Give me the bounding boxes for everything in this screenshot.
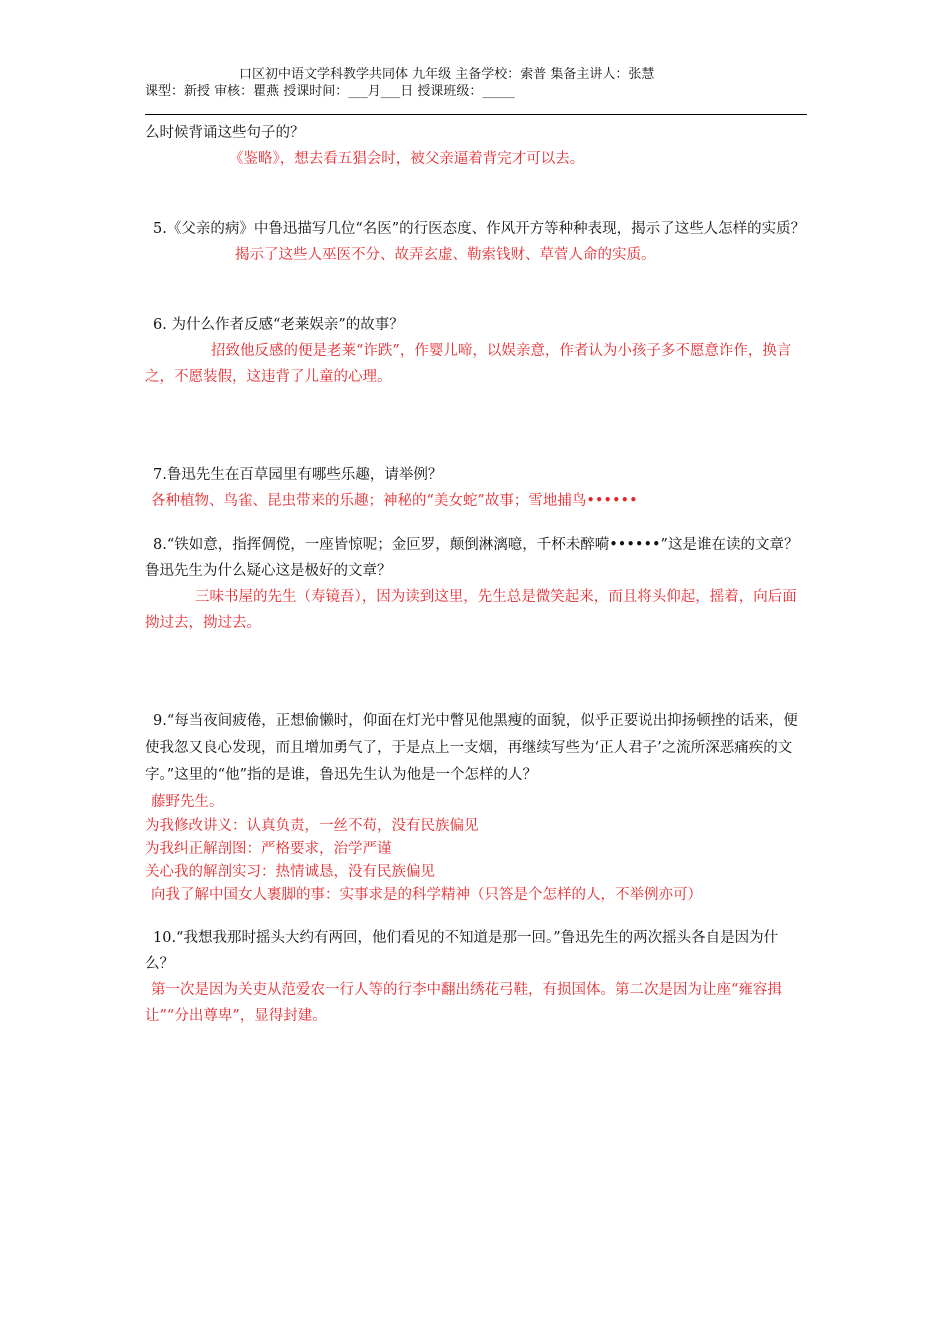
answer-8: 三味书屋的先生（寿镜吾），因为读到这里，先生总是微笑起来，而且将头仰起，摇着，向后面拗过去，拗过去。	[145, 589, 797, 631]
answer-9-detail-1: 为我修改讲义：认真负责，一丝不苟，没有民族偏见	[145, 818, 479, 834]
question-9: 9.“每当夜间疲倦，正想偷懒时，仰面在灯光中瞥见他黑瘦的面貌，似乎正要说出抑扬顿挫的话来，便使我忽又良心发现，而且增加勇气了，于是点上一支烟，再继续写些为‘正人君子’之流所深恶痛疾的文字。”这里的“他”指的是谁，鲁迅先生认为他是一个怎样的人？	[145, 713, 798, 783]
answer-10: 第一次是因为关吏从范爱农一行人等的行李中翻出绣花弓鞋，有损国体。第二次是因为让座“雍容揖让”“分出尊卑”，显得封建。	[145, 982, 782, 1024]
answer-5: 揭示了这些人巫医不分、故弄玄虚、勒索钱财、草菅人命的实质。	[235, 247, 656, 263]
answer-9-detail-3: 关心我的解剖实习：热情诚恳，没有民族偏见	[145, 864, 435, 880]
answer-9-detail-4: 向我了解中国女人裹脚的事：实事求是的科学精神（只答是个怎样的人，不举例亦可）	[151, 887, 702, 903]
header-rule	[145, 114, 807, 115]
question-7: 7.鲁迅先生在百草园里有哪些乐趣，请举例？	[153, 467, 443, 483]
answer-4: 《鉴略》，想去看五猖会时，被父亲逼着背完才可以去。	[229, 151, 585, 167]
page-header	[145, 66, 807, 100]
document-body	[145, 120, 807, 1029]
question-6: 6. 为什么作者反感“老莱娱亲”的故事？	[153, 317, 404, 333]
answer-9-name: 藤野先生。	[151, 794, 224, 810]
header-line-2: 课型：新授 审核：瞿燕 授课时间：___月___日 授课班级：_____	[145, 84, 515, 99]
answer-7: 各种植物、鸟雀、昆虫带来的乐趣；神秘的“美女蛇”故事；雪地捕鸟••••••	[151, 493, 638, 509]
answer-9-detail-2: 为我纠正解剖图：严格要求，治学严谨	[145, 841, 392, 857]
question-5: 5.《父亲的病》中鲁迅描写几位“名医”的行医态度、作风开方等种种表现，揭示了这些人怎样的实质？	[153, 221, 806, 237]
answer-6: 招致他反感的便是老莱“诈跌”，作婴儿啼，以娱亲意，作者认为小孩子多不愿意诈作，换言之，不愿装假，这违背了儿童的心理。	[145, 343, 792, 385]
question-10: 10.“我想我那时摇头大约有两回，他们看见的不知道是那一回。”鲁迅先生的两次摇头各自是因为什么？	[145, 930, 779, 972]
question-4-continued: 么时候背诵这些句子的？	[145, 125, 305, 141]
question-8: 8.“铁如意，指挥倜傥，一座皆惊呢；金叵罗，颠倒淋漓噫，千杯未醉嗬••••••”这是谁在读的文章？鲁迅先生为什么疑心这是极好的文章？	[145, 537, 799, 579]
header-line-1: 口区初中语文学科教学共同体 九年级 主备学校：索普 集备主讲人：张慧	[239, 67, 655, 82]
